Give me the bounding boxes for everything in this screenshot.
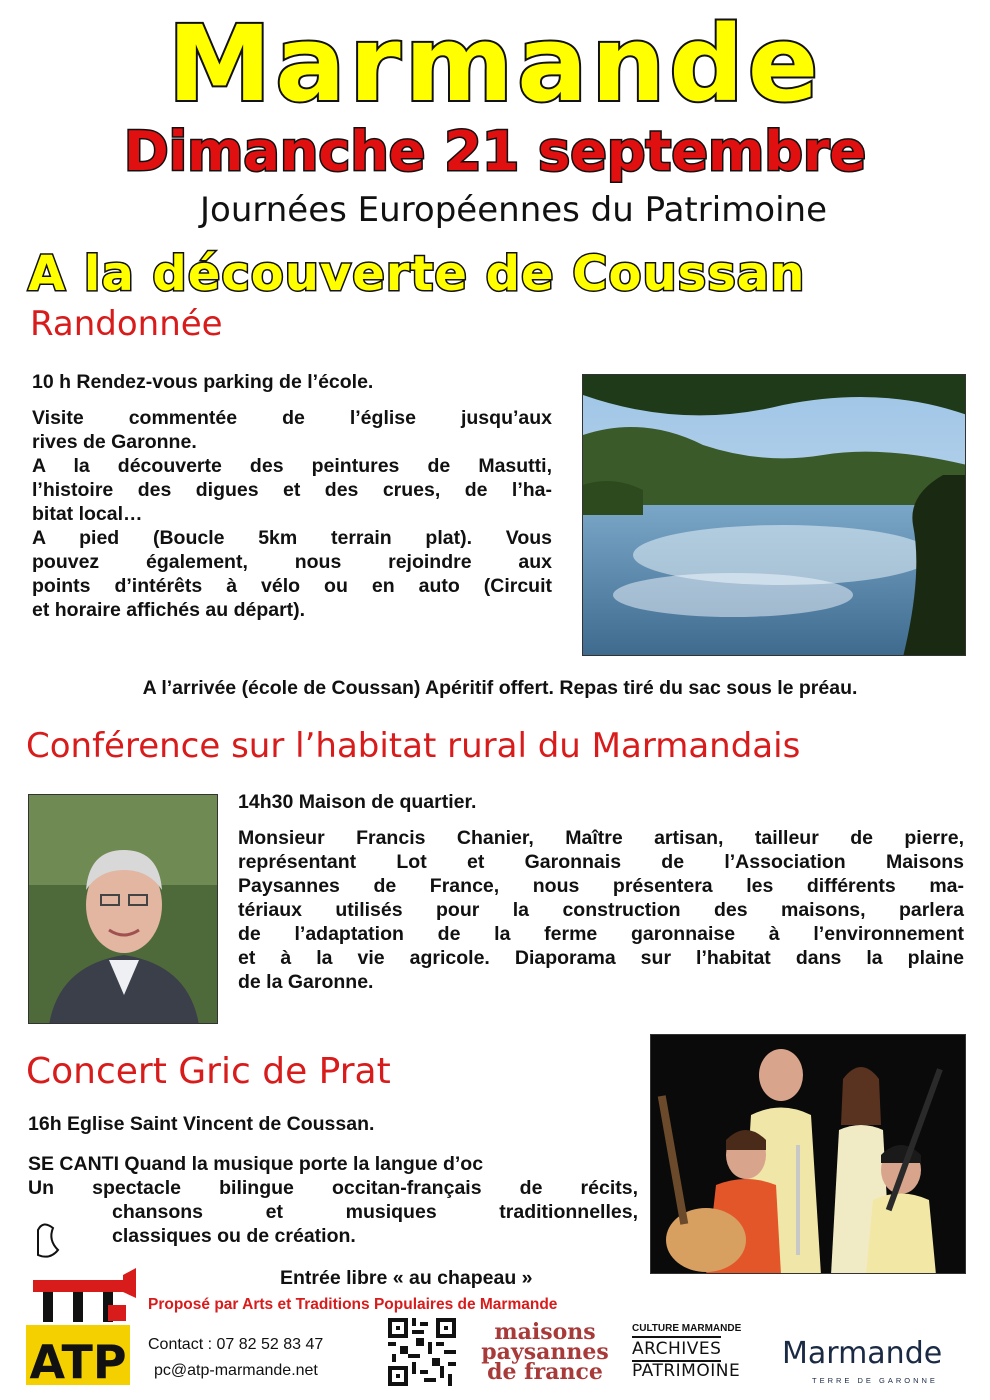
text-line: chansons et musiques traditionnelles,	[112, 1201, 638, 1223]
randonnee-time: 10 h Rendez-vous parking de l’école.	[32, 371, 374, 393]
text-line: représentant Lot et Garonnais de l’Association Maisons	[238, 851, 964, 873]
text-line: de l’adaptation de la ferme garonnaise à l’environnement	[238, 923, 964, 945]
text-line: classiques ou de création.	[112, 1225, 356, 1247]
text-line: points d’intérêts à vélo ou en auto (Circuit	[32, 575, 552, 597]
text-line: A la découverte des peintures de Masutti,	[32, 455, 552, 477]
randonnee-description	[32, 406, 552, 622]
text-line: rives de Garonne.	[32, 431, 197, 453]
archives-logo-caption: CULTURE MARMANDE	[632, 1323, 742, 1334]
band-photo	[650, 1034, 966, 1274]
marmande-logo-tagline: TERRE DE GARONNE	[812, 1376, 938, 1385]
text-line: SE CANTI Quand la musique porte la langue d’oc	[28, 1153, 484, 1175]
text-line: Monsieur Francis Chanier, Maître artisan, tailleur de pierre,	[238, 827, 964, 849]
mp-logo-line: maisons	[494, 1319, 596, 1345]
concert-time: 16h Eglise Saint Vincent de Coussan.	[28, 1113, 375, 1135]
contact-email[interactable]: pc@atp-marmande.net	[154, 1362, 318, 1379]
text-line: et à la vie agricole. Diaporama sur l’habitat dans la plaine	[238, 947, 964, 969]
event-date: Dimanche 21 septembre	[123, 120, 867, 183]
entry-info: Entrée libre « au chapeau »	[280, 1267, 533, 1289]
archives-logo-line1: ARCHIVES	[632, 1336, 721, 1362]
section-title-concert: Concert Gric de Prat	[26, 1051, 391, 1092]
text-line: de la Garonne.	[238, 971, 374, 993]
atp-logo-text: ATP	[29, 1335, 127, 1389]
qr-code	[388, 1318, 456, 1386]
poster-title: Marmande	[167, 3, 823, 125]
text-line: A pied (Boucle 5km terrain plat). Vous	[32, 527, 552, 549]
conference-time: 14h30 Maison de quartier.	[238, 791, 477, 813]
text-line: bitat local…	[32, 503, 143, 525]
maisons-paysannes-logo	[478, 1319, 612, 1385]
atp-logo	[18, 1220, 138, 1390]
contact-phone: Contact : 07 82 52 83 47	[148, 1336, 324, 1353]
river-photo	[582, 374, 966, 656]
conference-description	[238, 826, 964, 994]
proposed-by: Proposé par Arts et Traditions Populaires de Marmande	[148, 1296, 558, 1313]
text-line: et horaire affichés au départ).	[32, 599, 306, 621]
text-line: Paysannes de France, nous présentera les différents ma-	[238, 875, 964, 897]
text-line: pouvez également, nous rejoindre aux	[32, 551, 552, 573]
text-line: tériaux utilisés pour la construction des maisons, parlera	[238, 899, 964, 921]
mp-logo-line: paysannes	[481, 1339, 609, 1365]
archives-logo-line2: PATRIMOINE	[632, 1361, 741, 1381]
marmande-logo: Marmande	[782, 1336, 943, 1371]
headline: A la découverte de Coussan	[28, 246, 806, 302]
arrival-info: A l’arrivée (école de Coussan) Apéritif offert. Repas tiré du sac sous le préau.	[142, 677, 858, 699]
event-name: Journées Européennes du Patrimoine	[200, 190, 828, 230]
speaker-photo	[28, 794, 218, 1024]
mp-logo-line: de france	[487, 1359, 603, 1385]
text-line: Un spectacle bilingue occitan-français de récits,	[28, 1177, 638, 1199]
section-title-randonnee: Randonnée	[30, 304, 223, 344]
text-line: Visite commentée de l’église jusqu’aux	[32, 407, 552, 429]
text-line: l’histoire des digues et des crues, de l’ha-	[32, 479, 552, 501]
section-title-conference: Conférence sur l’habitat rural du Marmandais	[26, 726, 801, 766]
